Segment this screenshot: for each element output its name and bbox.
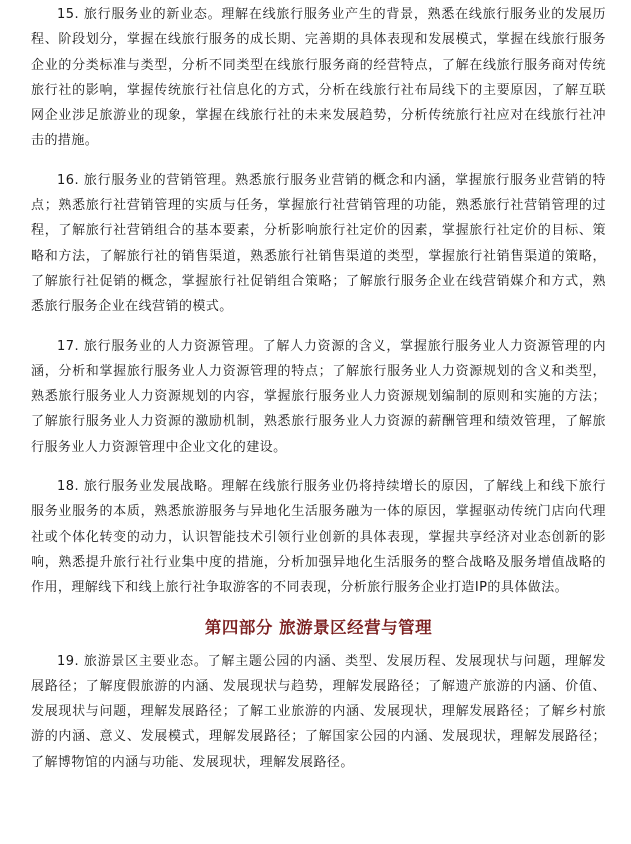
paragraph-18: 18. 旅行服务业发展战略。理解在线旅行服务业仍将持续增长的原因，了解线上和线下旅行服务业服务的本质，熟悉旅游服务与异地化生活服务融为一体的原因，掌握驱动传统门店向代理社或个体化转变的动力，认识智能技术引领行业创新的具体表现，掌握共享经济对业态创新的影响，熟悉提升旅行社行业集中度的措施，分析加强异地化生活服务的整合战略及服务增值战略的作用，理解线下和线上旅行社争取游客的不同表现，分析旅行服务企业打造IP的具体做法。	[31, 479, 606, 596]
paragraph-19: 19. 旅游景区主要业态。了解主题公园的内涵、类型、发展历程、发展现状与问题，理解发展路径；了解度假旅游的内涵、发展现状与趋势，理解发展路径；了解遗产旅游的内涵、价值、发展现状与问题，理解发展路径；了解工业旅游的内涵、发展现状，理解发展路径；了解乡村旅游的内涵、意义、发展模式，理解发展路径；了解国家公园的内涵、发展现状，理解发展路径；了解博物馆的内涵与功能、发展现状，理解发展路径。	[31, 653, 606, 770]
paragraph-15: 15. 旅行服务业的新业态。理解在线旅行服务业产生的背景，熟悉在线旅行服务业的发展历程、阶段划分，掌握在线旅行服务的成长期、完善期的具体表现和发展模式，掌握在线旅行服务企业的分类标准与类型，分析不同类型在线旅行服务商的经营特点，了解在线旅行服务商对传统旅行社的影响，掌握传统旅行社信息化的方式，分析在线旅行社布局线下的主要原因，了解互联网企业涉足旅游业的现象，掌握在线旅行社的未来发展趋势，分析传统旅行社应对在线旅行社冲击的措施。	[31, 7, 606, 149]
paragraph-17: 17. 旅行服务业的人力资源管理。了解人力资源的含义，掌握旅行服务业人力资源管理的内涵，分析和掌握旅行服务业人力资源管理的特点；了解旅行服务业人力资源规划的含义和类型，熟悉旅行服务业人力资源规划的内容，掌握旅行服务业人力资源规划编制的原则和实施的方法；了解旅行服务业人力资源的激励机制，熟悉旅行服务业人力资源的薪酬管理和绩效管理，了解旅行服务业人力资源管理中企业文化的建设。	[31, 338, 606, 455]
paragraph-16: 16. 旅行服务业的营销管理。熟悉旅行服务业营销的概念和内涵，掌握旅行服务业营销的特点；熟悉旅行社营销管理的实质与任务，掌握旅行社营销管理的功能，熟悉旅行社营销管理的过程，了解旅行社营销组合的基本要素，分析影响旅行社定价的因素，掌握旅行社定价的目标、策略和方法，了解旅行社的销售渠道，熟悉旅行社销售渠道的类型，掌握旅行社销售渠道的策略，了解旅行社促销的概念，掌握旅行社促销组合策略；了解旅行服务企业在线营销媒介和方式，熟悉旅行服务企业在线营销的模式。	[31, 172, 606, 315]
section-heading: 第四部分 旅游景区经营与管理	[204, 617, 433, 637]
